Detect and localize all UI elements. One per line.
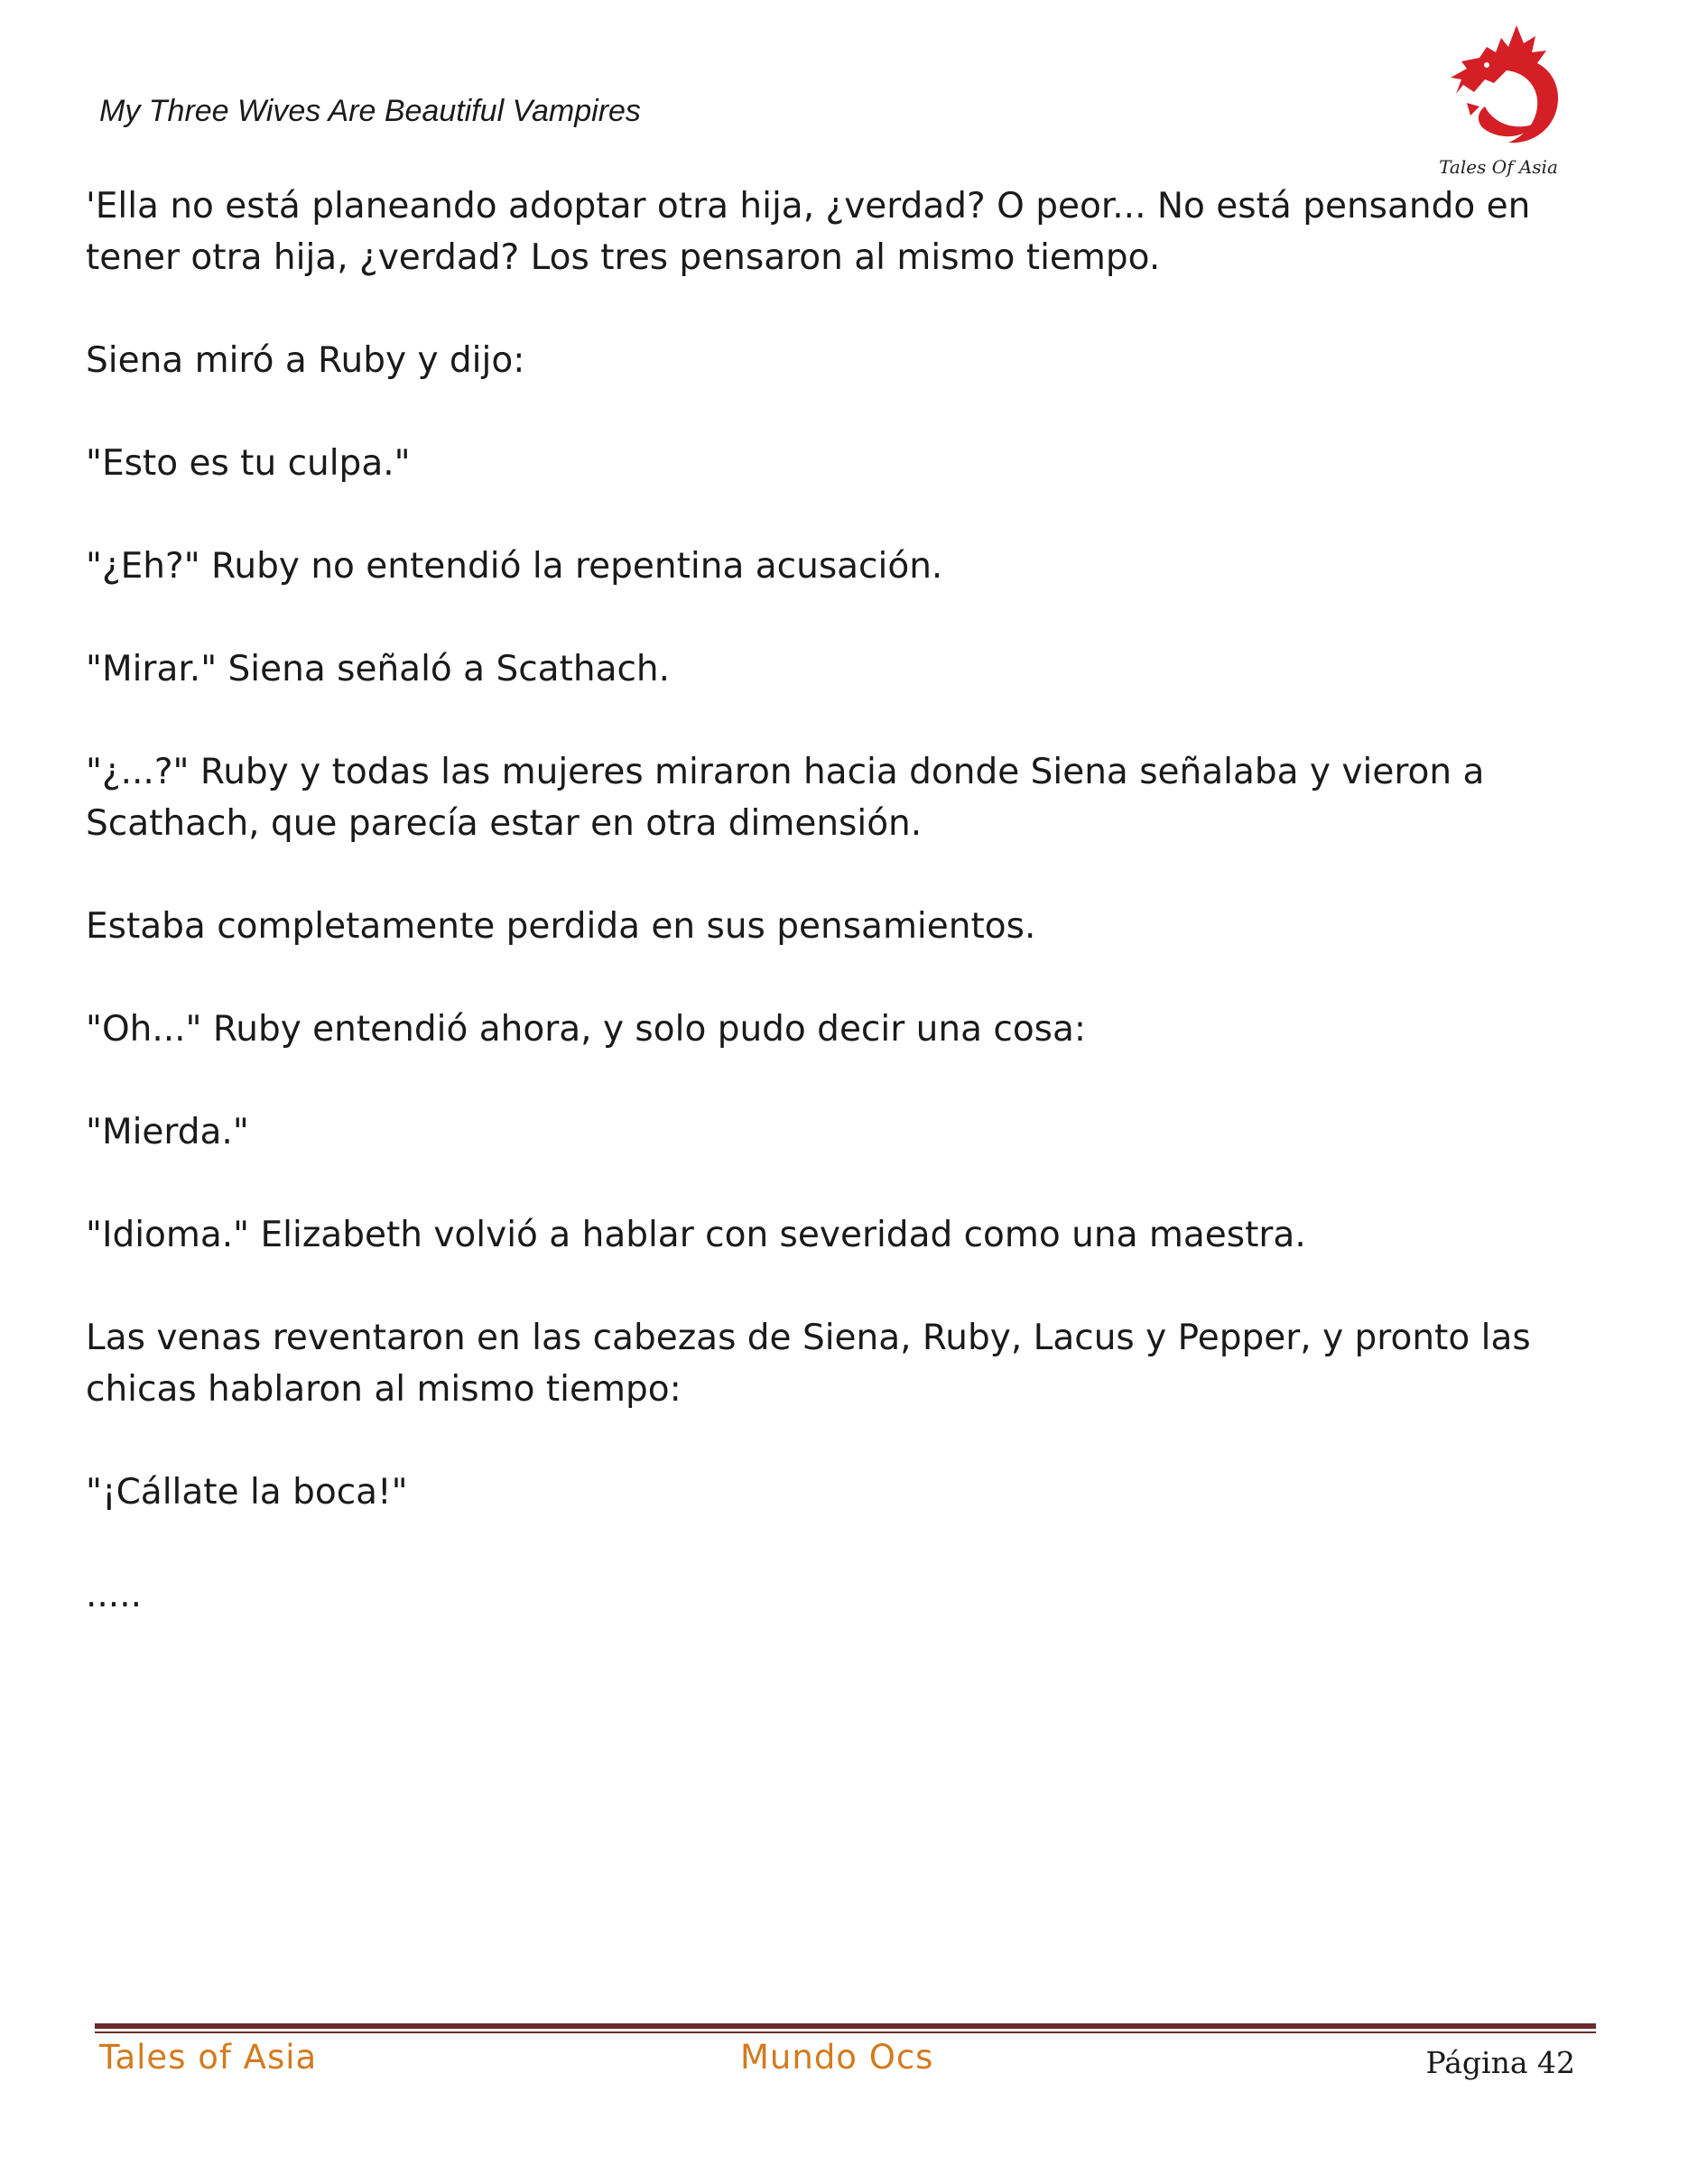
- paragraph: "Esto es tu culpa.": [86, 443, 411, 484]
- footer-divider-thin: [95, 2031, 1596, 2033]
- chapter-body: [86, 180, 1620, 1672]
- footer-divider: [95, 2023, 1596, 2029]
- dragon-logo-icon: [1431, 20, 1566, 180]
- paragraph: Las venas reventaron en las cabezas de Siena, Ruby, Lacus y Pepper, y pronto las chicas hablaron al mismo tiempo:: [86, 1318, 1531, 1410]
- paragraph: "Mirar." Siena señaló a Scathach.: [86, 649, 671, 689]
- paragraph: "¿...?" Ruby y todas las mujeres miraron hacia donde Siena señalaba y vieron a Scathach, que parecía estar en otra dimensión.: [86, 752, 1485, 844]
- paragraph: 'Ella no está planeando adoptar otra hija, ¿verdad? O peor... No está pensando en tener otra hija, ¿verdad? Los tres pensaron al mismo tiempo.: [86, 186, 1531, 278]
- paragraph: "¿Eh?" Ruby no entendió la repentina acusación.: [86, 546, 943, 587]
- scene-break: .....: [86, 1575, 142, 1615]
- book-title: My Three Wives Are Beautiful Vampires: [99, 94, 641, 128]
- paragraph: "Idioma." Elizabeth volvió a hablar con severidad como una maestra.: [86, 1215, 1306, 1255]
- footer-site-name: Tales of Asia: [99, 2038, 318, 2077]
- page-number: Página 42: [1425, 2045, 1575, 2080]
- paragraph: "Mierda.": [86, 1112, 249, 1152]
- paragraph: "¡Cállate la boca!": [86, 1472, 408, 1513]
- footer-group-name: Mundo Ocs: [740, 2038, 934, 2077]
- paragraph: "Oh..." Ruby entendió ahora, y solo pudo decir una cosa:: [86, 1009, 1087, 1050]
- logo-text: Tales Of Asia: [1439, 156, 1558, 178]
- paragraph: Siena miró a Ruby y dijo:: [86, 340, 525, 381]
- paragraph: Estaba completamente perdida en sus pensamientos.: [86, 906, 1036, 947]
